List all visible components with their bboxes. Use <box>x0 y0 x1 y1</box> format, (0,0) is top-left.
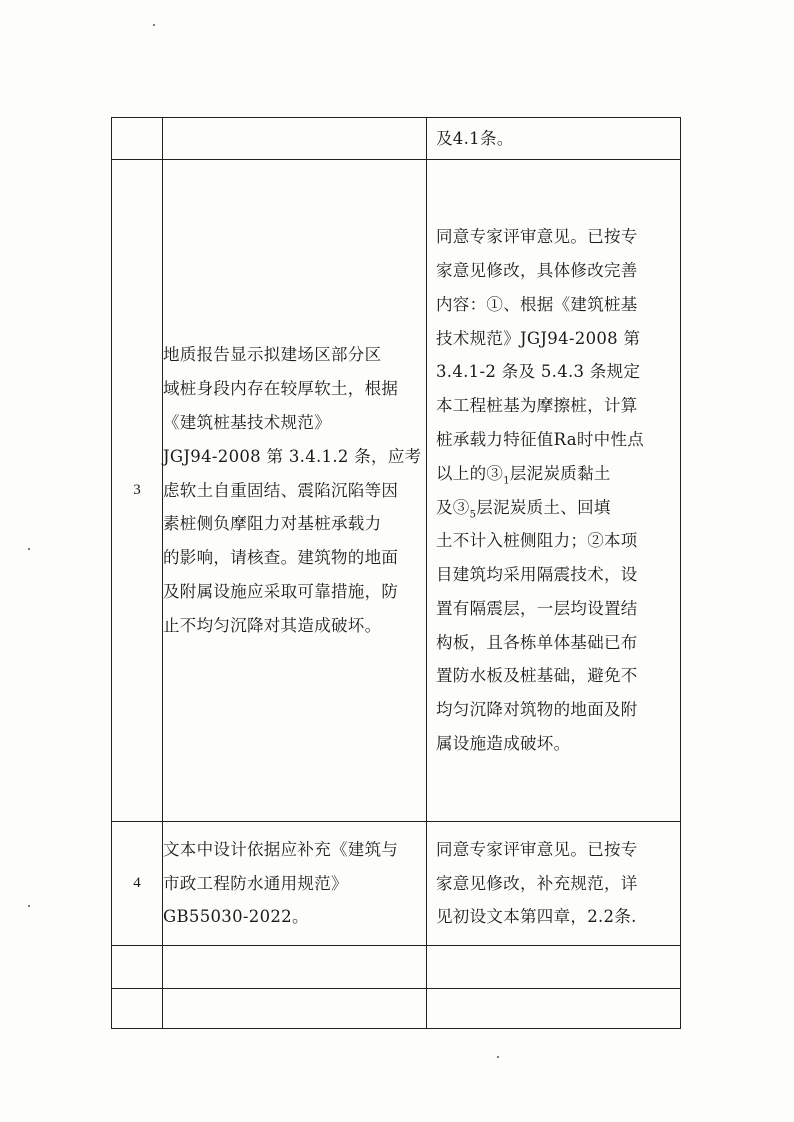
row-number-cell <box>112 946 163 989</box>
row-number-cell <box>112 989 163 1029</box>
response-cell <box>427 989 681 1029</box>
issue-cell <box>163 118 427 160</box>
row-number-cell <box>112 118 163 160</box>
row-number-cell: 4 <box>112 822 163 946</box>
response-text: 层泥炭质黏土 及③ <box>436 463 611 517</box>
issue-cell <box>163 946 427 989</box>
review-table <box>111 117 681 1029</box>
response-text: 同意专家评审意见。已按专 家意见修改，具体修改完善 内容：①、根据《建筑桩基 技术规范》JGJ94-2008 第 3.4.1-2 条及 5.4.3 条规定 本工程桩基为摩擦桩，计算 桩承载力特征值Ra时中性点 以上的③ <box>436 227 645 483</box>
subscript: 1 <box>503 475 510 486</box>
table-row <box>112 160 681 822</box>
scan-speck <box>153 24 155 26</box>
issue-cell: 文本中设计依据应补充《建筑与 市政工程防水通用规范》 GB55030-2022。 <box>163 822 427 946</box>
scan-speck <box>28 905 30 907</box>
scan-speck <box>497 1056 499 1058</box>
table-row <box>112 989 681 1029</box>
issue-cell <box>163 989 427 1029</box>
subscript: 5 <box>469 508 477 520</box>
row-number-cell: 3 <box>112 160 163 822</box>
scan-speck <box>28 548 30 550</box>
issue-cell: 地质报告显示拟建场区部分区 域桩身段内存在较厚软土，根据 《建筑桩基技术规范》 JGJ94-2008 第 3.4.1.2 条，应考 虑软土自重固结、震陷沉陷等因 素桩侧负摩阻力对基桩承载力 的影响，请核查。建筑物的地面 及附属设施应采取可靠措施，防 止不均匀沉降对其造成破坏。 <box>163 160 427 822</box>
table-row <box>112 118 681 160</box>
response-cell: 及4.1条。 <box>427 118 681 160</box>
response-text: 层泥炭质土、回填 土不计入桩侧阻力；②本项 目建筑均采用隔震技术，设 置有隔震层，一层均设置结 构板，且各栋单体基础已布 置防水板及桩基础，避免不 均匀沉降对筑物的地面及附 属设施造成破坏。 <box>436 497 638 754</box>
table-row <box>112 946 681 989</box>
response-cell <box>427 946 681 989</box>
response-cell: 同意专家评审意见。已按专 家意见修改，补充规范，详 见初设文本第四章，2.2条. <box>427 822 681 946</box>
response-cell <box>427 160 681 822</box>
table-row <box>112 822 681 946</box>
